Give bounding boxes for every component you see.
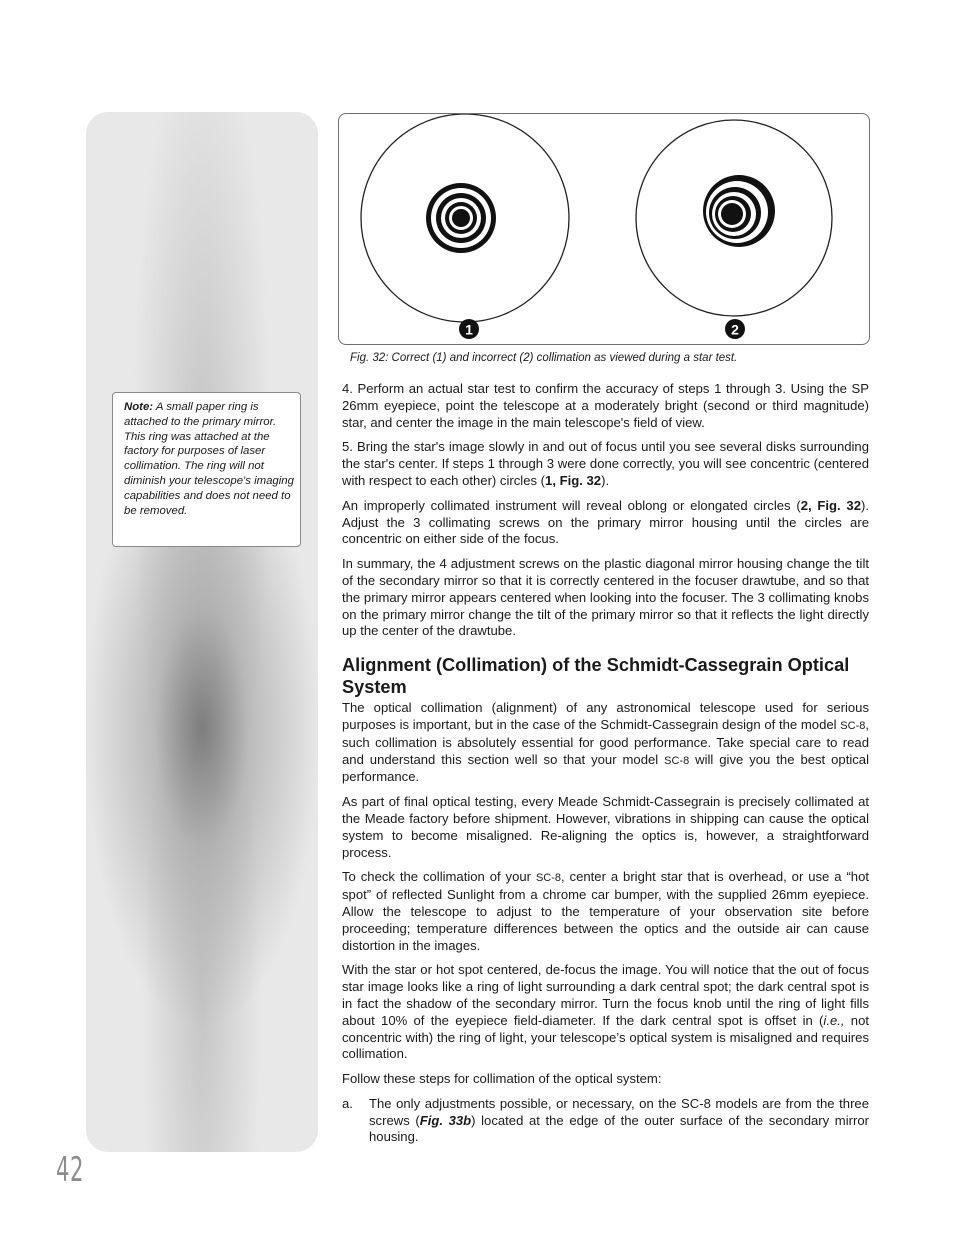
model-name: SC-8 [840, 719, 866, 732]
figure-caption: Fig. 32: Correct (1) and incorrect (2) collimation as viewed during a star test. [350, 352, 738, 364]
section-heading: Alignment (Collimation) of the Schmidt-Cassegrain Optical System [342, 655, 850, 698]
main-text-column [342, 381, 869, 1146]
marker-2-badge [725, 319, 745, 339]
model-name: SC-8 [664, 754, 690, 767]
incorrect-collimation-diagram [636, 120, 832, 316]
defocus-paragraph: With the star or hot spot centered, de-focus the image. You will notice that the out of focus star image looks like a ring of light surrounding a dark central spot; the dark central spot is in fact the shadow of the secondary mirror. Turn the focus knob until the ring of light fills about 10% of the eyepiece field-diameter. If the dark central spot is offset in (i.e., not concentric with) the ring of light, your telescope’s optical system is misaligned and requires collimation. [342, 962, 869, 1062]
step-a-marker: a. [342, 1095, 353, 1111]
correct-collimation-diagram [361, 114, 569, 322]
marker-1-badge [459, 319, 479, 339]
note-label: Note: [124, 401, 154, 413]
improper-collimation-paragraph: An improperly collimated instrument will reveal oblong or elongated circles (2, Fig. 32). Adjust the 3 collimating screws on the primary mirror housing until the circles are concentric on either side of the focus. [342, 497, 869, 547]
fig-ref-2: 2, Fig. 32 [800, 497, 861, 513]
sidebar-gradient-panel [86, 112, 318, 1152]
marker-2-label: 2 [731, 321, 739, 338]
note-text: A small paper ring is attached to the primary mirror. This ring was attached at the factory for purposes of laser collimation. The ring will not diminish your telescope's imaging capabilities and does not need to be removed. [124, 401, 294, 517]
intro-paragraph: The optical collimation (alignment) of any astronomical telescope used for serious purposes is important, but in the case of the Schmidt-Cassegrain design of the model SC-8, such collimation is absolutely essential for good performance. Take special care to read and understand this section well so that your model SC-8 will give you the best optical performance. [342, 700, 869, 785]
step-5-paragraph: 5. Bring the star's image slowly in and out of focus until you see several disks surrounding the star's center. If steps 1 through 3 were done correctly, you will see concentric (centered with respect to each other) circles (1, Fig. 32). [342, 439, 869, 488]
model-name: SC-8 [535, 872, 561, 885]
fig-ref-33b: Fig. 33b [419, 1112, 472, 1128]
step-a-text: The only adjustments possible, or necessary, on the SC-8 models are from the three screws (Fig. 33b) located at the edge of the outer surface of the secondary mirror housing. [369, 1095, 869, 1145]
step-a-item [342, 1096, 869, 1146]
step-4-paragraph: 4. Perform an actual star test to confirm the accuracy of steps 1 through 3. Using the SP 26mm eyepiece, point the telescope at a moderately bright (second or third magnitude) star, and center the image in the main telescope's field of view. [342, 381, 869, 430]
factory-testing-paragraph: As part of final optical testing, every Meade Schmidt-Cassegrain is precisely collimated at the Meade factory before shipment. However, vibrations in shipping can cause the optical system to become misaligned. Re-aligning the optics is, however, a straightforward process. [342, 794, 869, 860]
page-number: 42 [56, 1150, 85, 1190]
summary-paragraph: In summary, the 4 adjustment screws on the plastic diagonal mirror housing change the tilt of the secondary mirror so that it is correctly centered in the focuser drawtube, and so that the primary mirror appears centered when looking into the focuser. The 3 collimating knobs on the primary mirror change the tilt of the primary mirror so that it reflects the light directly up the center of the drawtube. [342, 556, 869, 639]
figure-32-illustration [339, 114, 869, 344]
check-collimation-paragraph: To check the collimation of your SC-8, center a bright star that is overhead, or use a “hot spot” of reflected Sunlight from a chrome car bumper, with the supplied 26mm eyepiece. Allow the telescope to adjust to the temperature of your observation site before proceeding; temperature differences between the optics and the outside air can cause distortion in the images. [342, 869, 870, 953]
marker-1-label: 1 [465, 321, 473, 338]
figure-32-box [338, 113, 870, 345]
correct-central-spot [452, 209, 470, 227]
incorrect-central-spot [721, 203, 743, 225]
sidebar-note [112, 392, 301, 547]
fig-ref-1: 1, Fig. 32 [545, 472, 602, 488]
steps-intro-paragraph: Follow these steps for collimation of the optical system: [342, 1071, 662, 1087]
